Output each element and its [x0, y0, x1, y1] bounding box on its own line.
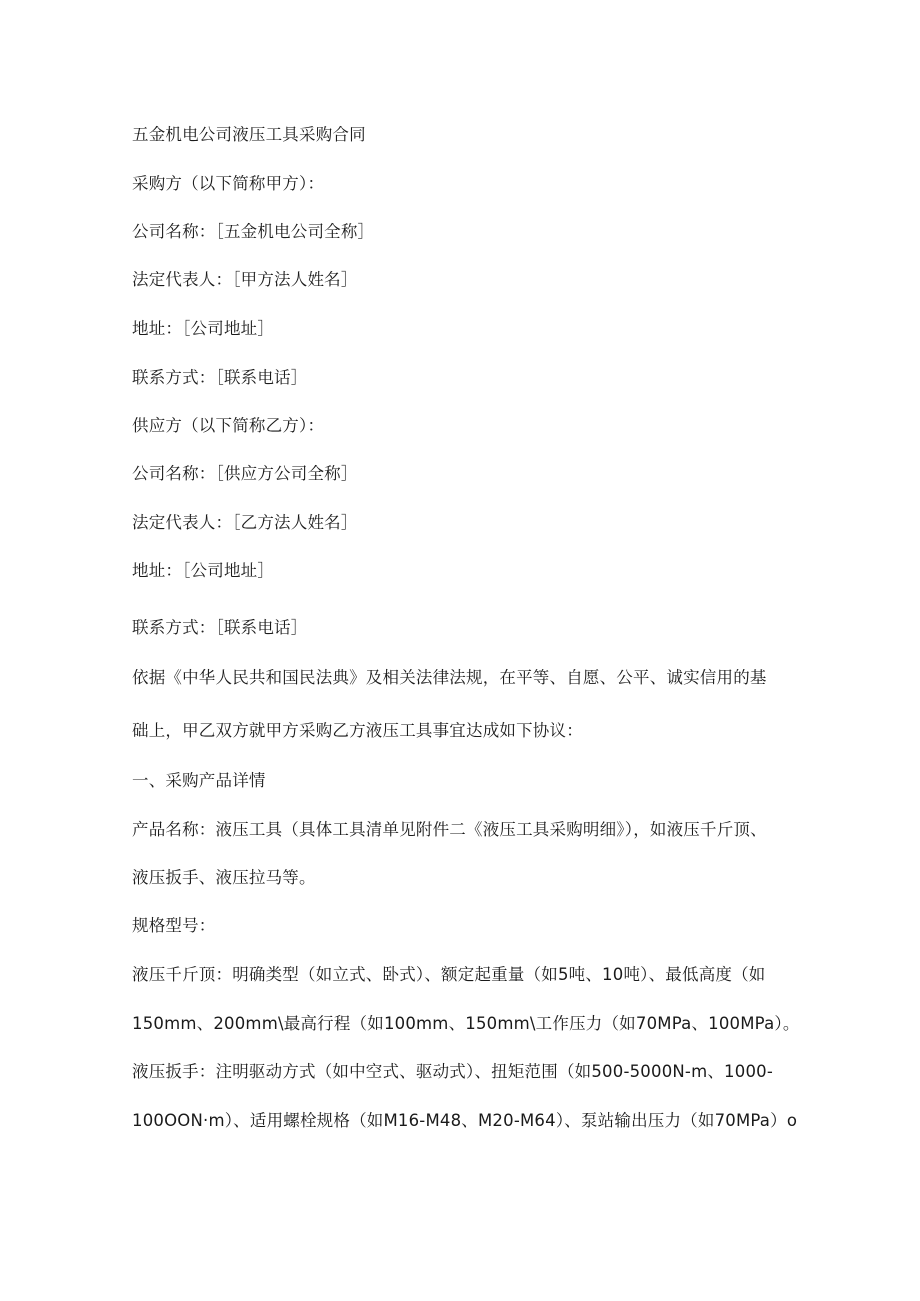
supplier-contact: 联系方式：［联系电话］ — [132, 618, 308, 637]
buyer-heading: 采购方（以下简称甲方）： — [132, 174, 325, 193]
jack-spec-line-2: 150mm、200mm\最高行程（如100mm、150mm\工作压力（如70MPa、100MPa）。 — [132, 1014, 800, 1033]
supplier-address: 地址：［公司地址］ — [132, 561, 275, 580]
product-name-line-2: 液压扳手、液压拉马等。 — [132, 868, 316, 887]
wrench-spec-line-2: 100OON·m）、适用螺栓规格（如M16-M48、M20-M64）、泵站输出压力（如70MPa）o — [132, 1111, 798, 1130]
product-name-line-1: 产品名称：液压工具（具体工具清单见附件二《液压工具采购明细》），如液压千斤顶、 — [132, 820, 767, 839]
buyer-legal-representative: 法定代表人：［甲方法人姓名］ — [132, 270, 358, 289]
supplier-heading: 供应方（以下简称乙方）： — [132, 416, 325, 435]
spec-heading: 规格型号： — [132, 916, 216, 935]
contract-title: 五金机电公司液压工具采购合同 — [132, 125, 366, 144]
buyer-address: 地址：［公司地址］ — [132, 319, 275, 338]
preamble-line-2: 础上，甲乙双方就甲方采购乙方液压工具事宜达成如下协议： — [132, 721, 583, 740]
section-1-heading: 一、采购产品详情 — [132, 771, 266, 790]
supplier-company-name: 公司名称：［供应方公司全称］ — [132, 464, 358, 483]
buyer-contact: 联系方式：［联系电话］ — [132, 368, 308, 387]
supplier-legal-representative: 法定代表人：［乙方法人姓名］ — [132, 513, 358, 532]
buyer-company-name: 公司名称：［五金机电公司全称］ — [132, 222, 375, 241]
wrench-spec-line-1: 液压扳手：注明驱动方式（如中空式、驱动式）、扭矩范围（如500-5000N-m、1000- — [132, 1062, 774, 1081]
preamble-line-1: 依据《中华人民共和国民法典》及相关法律法规，在平等、自愿、公平、诚实信用的基 — [132, 668, 767, 687]
jack-spec-line-1: 液压千斤顶：明确类型（如立式、卧式）、额定起重量（如5吨、10吨）、最低高度（如 — [132, 965, 766, 984]
